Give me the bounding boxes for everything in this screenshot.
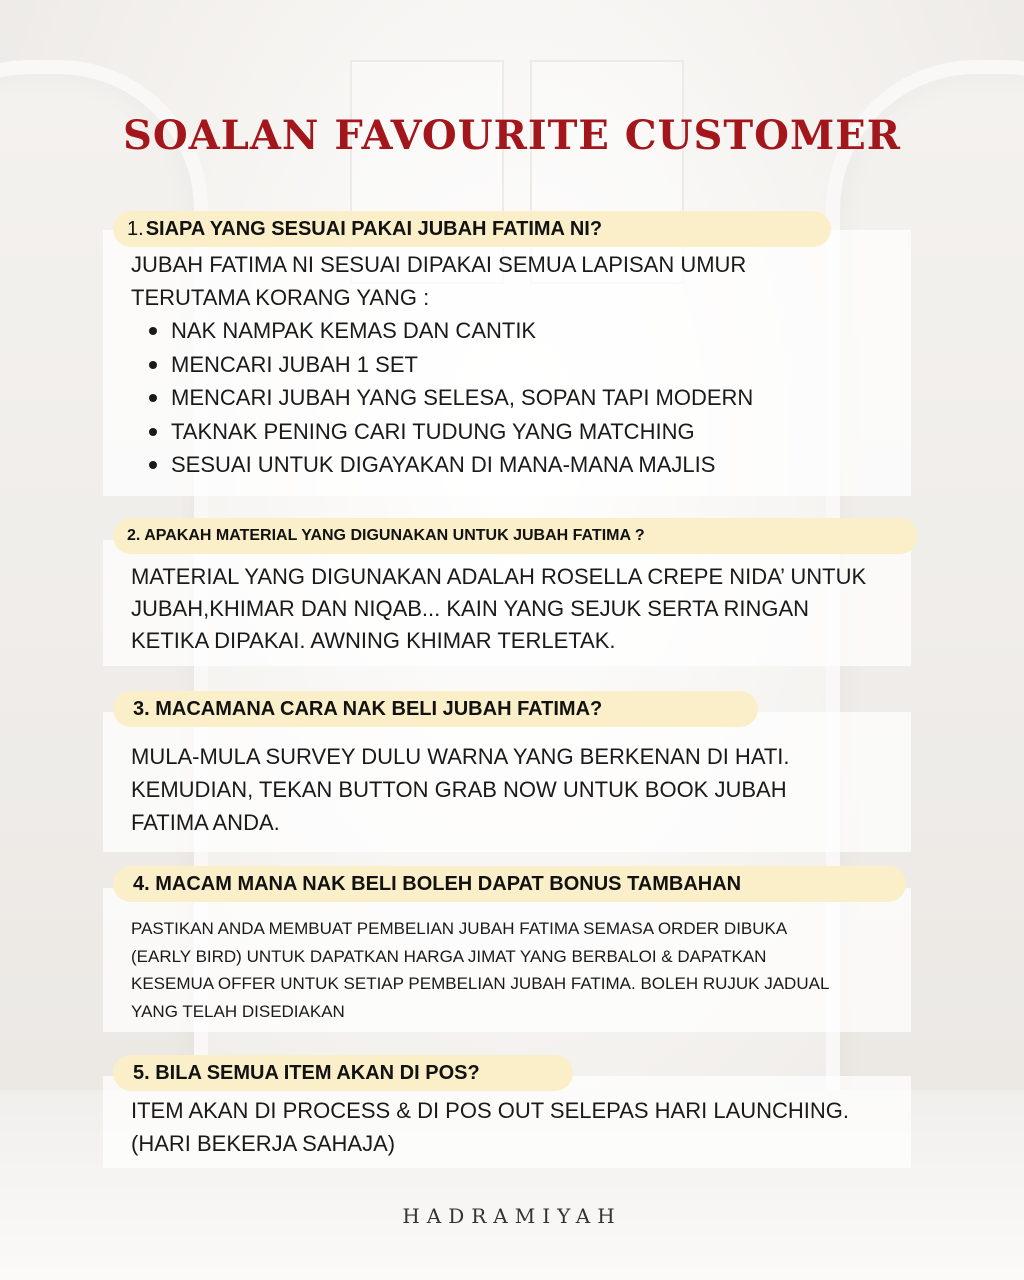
answer-line: YANG TELAH DISEDIAKAN (131, 1001, 345, 1021)
list-item: MENCARI JUBAH 1 SET (131, 348, 911, 382)
faq-question-3 (113, 691, 758, 727)
faq-question-2 (113, 518, 918, 554)
answer-line: MULA-MULA SURVEY DULU WARNA YANG BERKENAN DI HATI. (131, 744, 790, 769)
faq-question-text: 5. BILA SEMUA ITEM AKAN DI POS? (133, 1061, 480, 1084)
list-item: MENCARI JUBAH YANG SELESA, SOPAN TAPI MODERN (131, 381, 911, 415)
faq-question-text: 2. APAKAH MATERIAL YANG DIGUNAKAN UNTUK JUBAH FATIMA ? (127, 527, 645, 544)
bullet-list (131, 314, 911, 482)
page-title: SOALAN FAVOURITE CUSTOMER (122, 112, 901, 159)
answer-line: MATERIAL YANG DIGUNAKAN ADALAH ROSELLA CREPE NIDA’ UNTUK (131, 564, 867, 589)
answer-line: KETIKA DIPAKAI. AWNING KHIMAR TERLETAK. (131, 628, 616, 653)
answer-line: TERUTAMA KORANG YANG : (131, 285, 430, 310)
brand-logo-text: HADRAMIYAH (402, 1204, 622, 1228)
faq-answer-3 (131, 740, 911, 839)
faq-number: 1. (127, 217, 144, 240)
faq-question-5 (113, 1055, 573, 1091)
answer-line: (EARLY BIRD) UNTUK DAPATKAN HARGA JIMAT YANG BERBALOI & DAPATKAN (131, 946, 767, 966)
answer-line: (HARI BEKERJA SAHAJA) (131, 1131, 396, 1156)
answer-line: KEMUDIAN, TEKAN BUTTON GRAB NOW UNTUK BOOK JUBAH (131, 777, 787, 802)
faq-answer-4 (131, 915, 911, 1025)
answer-line: FATIMA ANDA. (131, 810, 280, 835)
answer-line: PASTIKAN ANDA MEMBUAT PEMBELIAN JUBAH FATIMA SEMASA ORDER DIBUKA (131, 919, 788, 938)
faq-question-1 (113, 211, 831, 247)
answer-line: KESEMUA OFFER UNTUK SETIAP PEMBELIAN JUBAH FATIMA. BOLEH RUJUK JADUAL (131, 974, 830, 993)
list-item: NAK NAMPAK KEMAS DAN CANTIK (131, 314, 911, 348)
faq-question-text: 4. MACAM MANA NAK BELI BOLEH DAPAT BONUS TAMBAHAN (133, 872, 742, 895)
list-item: TAKNAK PENING CARI TUDUNG YANG MATCHING (131, 415, 911, 449)
faq-question-4 (113, 866, 906, 902)
list-item: SESUAI UNTUK DIGAYAKAN DI MANA-MANA MAJLIS (131, 448, 911, 482)
answer-line: JUBAH FATIMA NI SESUAI DIPAKAI SEMUA LAPISAN UMUR (131, 252, 747, 277)
faq-answer-2 (131, 561, 911, 657)
faq-answer-1 (131, 248, 911, 482)
faq-answer-5 (131, 1094, 911, 1160)
answer-line: ITEM AKAN DI PROCESS & DI POS OUT SELEPAS HARI LAUNCHING. (131, 1098, 850, 1123)
faq-question-text: 3. MACAMANA CARA NAK BELI JUBAH FATIMA? (133, 697, 603, 720)
faq-question-text: SIAPA YANG SESUAI PAKAI JUBAH FATIMA NI? (145, 217, 603, 240)
answer-line: JUBAH,KHIMAR DAN NIQAB... KAIN YANG SEJUK SERTA RINGAN (131, 596, 810, 621)
